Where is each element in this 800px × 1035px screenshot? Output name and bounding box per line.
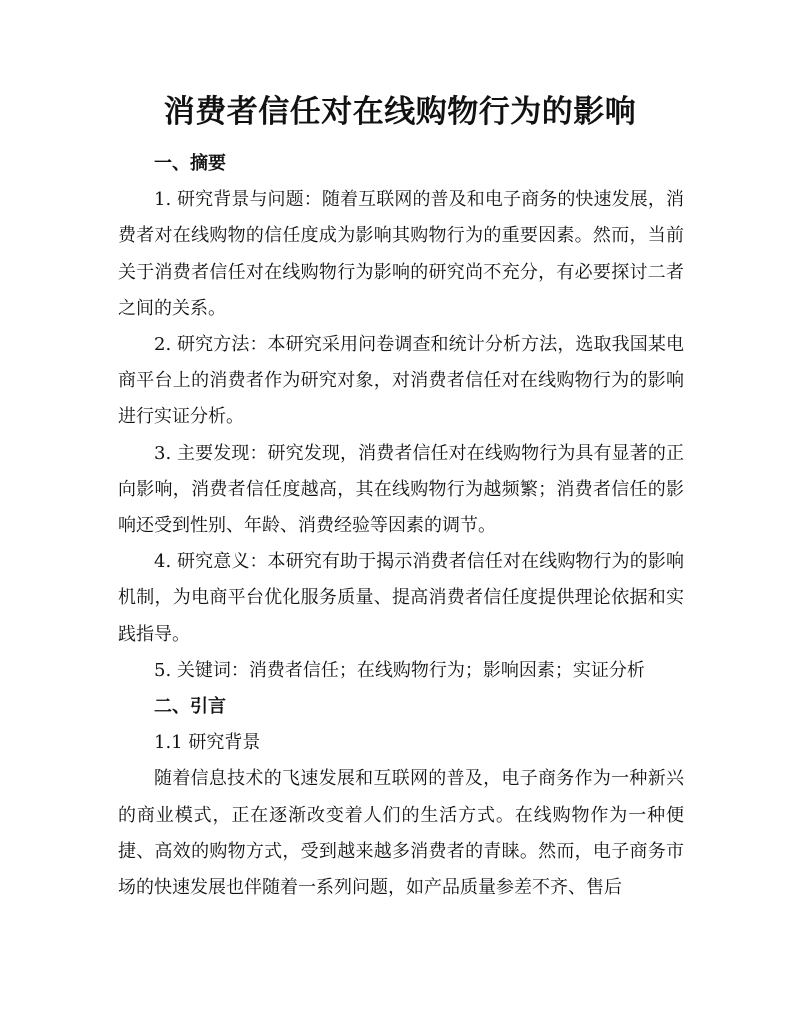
document-body xyxy=(118,146,684,906)
abstract-item-significance: 4. 研究意义：本研究有助于揭示消费者信任对在线购物行为的影响机制，为电商平台优化服务质量、提高消费者信任度提供理论依据和实践指导。 xyxy=(118,551,684,645)
research-background-subheading: 1.1 研究背景 xyxy=(154,732,261,754)
introduction-heading: 二、引言 xyxy=(154,696,226,718)
abstract-item-method: 2. 研究方法：本研究采用问卷调查和统计分析方法，选取我国某电商平台上的消费者作为研究对象，对消费者信任对在线购物行为的影响进行实证分析。 xyxy=(118,334,684,428)
document-title: 消费者信任对在线购物行为的影响 xyxy=(163,94,637,130)
abstract-item-keywords: 5. 关键词：消费者信任；在线购物行为；影响因素；实证分析 xyxy=(154,659,645,681)
abstract-item-background: 1. 研究背景与问题：随着互联网的普及和电子商务的快速发展，消费者对在线购物的信任度成为影响其购物行为的重要因素。然而，当前关于消费者信任对在线购物行为影响的研究尚不充分，有必要探讨二者之间的关系。 xyxy=(118,189,684,319)
abstract-heading: 一、摘要 xyxy=(154,153,226,174)
abstract-item-findings: 3. 主要发现：研究发现，消费者信任对在线购物行为具有显著的正向影响，消费者信任度越高，其在线购物行为越频繁；消费者信任的影响还受到性别、年龄、消费经验等因素的调节。 xyxy=(118,442,684,537)
research-background-paragraph: 随着信息技术的飞速发展和互联网的普及，电子商务作为一种新兴的商业模式，正在逐渐改变着人们的生活方式。在线购物作为一种便捷、高效的购物方式，受到越来越多消费者的青睐。然而，电子商务市场的快速发展也伴随着一系列问题，如产品质量参差不齐、售后 xyxy=(118,768,684,899)
